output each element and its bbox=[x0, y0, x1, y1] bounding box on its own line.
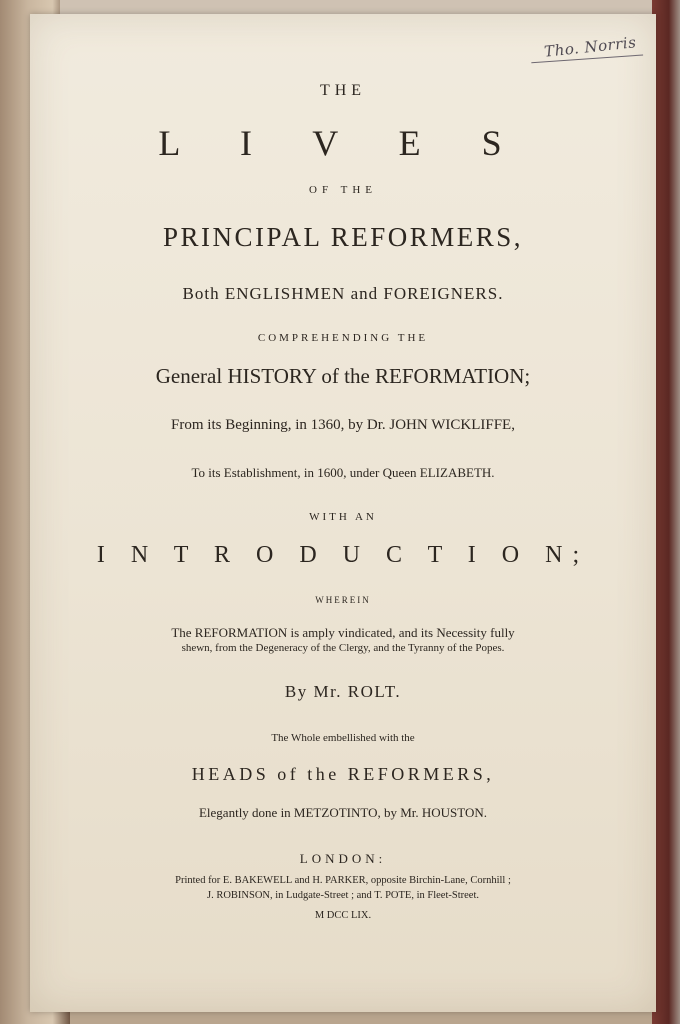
embellished-line: The Whole embellished with the bbox=[271, 732, 415, 744]
general-history-line: General HISTORY of the REFORMATION; bbox=[155, 364, 531, 388]
introduction-heading: I N T R O D U C T I O N; bbox=[96, 542, 590, 568]
wherein-line: WHEREIN bbox=[315, 595, 371, 605]
subtitle-englishmen-foreigners: Both ENGLISHMEN and FOREIGNERS. bbox=[182, 284, 504, 303]
vindicated-line-2: shewn, from the Degeneracy of the Clergy, and the Tyranny of the Popes. bbox=[181, 642, 505, 654]
imprint-printed-for-2: J. ROBINSON, in Ludgate-Street ; and T. POTE, in Fleet-Street. bbox=[207, 890, 479, 901]
elegantly-done-line: Elegantly done in METZOTINTO, by Mr. HOUSTON. bbox=[198, 805, 488, 820]
title-page bbox=[30, 14, 656, 1012]
author-line: By Mr. ROLT. bbox=[284, 682, 402, 701]
with-an-line: WITH AN bbox=[309, 511, 377, 523]
title-lives: L I V E S bbox=[158, 123, 528, 163]
imprint-london: LONDON: bbox=[299, 851, 387, 866]
owner-signature: Tho. Norris bbox=[542, 33, 637, 61]
vindicated-line-1: The REFORMATION is amply vindicated, and its Necessity fully bbox=[171, 625, 515, 640]
imprint-printed-for-1: Printed for E. BAKEWELL and H. PARKER, opposite Birchin-Lane, Cornhill ; bbox=[175, 875, 511, 886]
to-establishment-line: To its Establishment, in 1600, under Queen ELIZABETH. bbox=[191, 465, 495, 480]
imprint-date: M DCC LIX. bbox=[314, 910, 372, 921]
title-principal-reformers: PRINCIPAL REFORMERS, bbox=[162, 222, 524, 252]
book-cover-board bbox=[652, 0, 680, 1024]
title-the: THE bbox=[319, 82, 367, 99]
comprehending-line: COMPREHENDING THE bbox=[257, 332, 429, 344]
heads-of-reformers-line: HEADS of the REFORMERS, bbox=[191, 764, 495, 784]
from-beginning-line: From its Beginning, in 1360, by Dr. JOHN WICKLIFFE, bbox=[171, 417, 515, 433]
title-of-the: OF THE bbox=[309, 184, 377, 196]
